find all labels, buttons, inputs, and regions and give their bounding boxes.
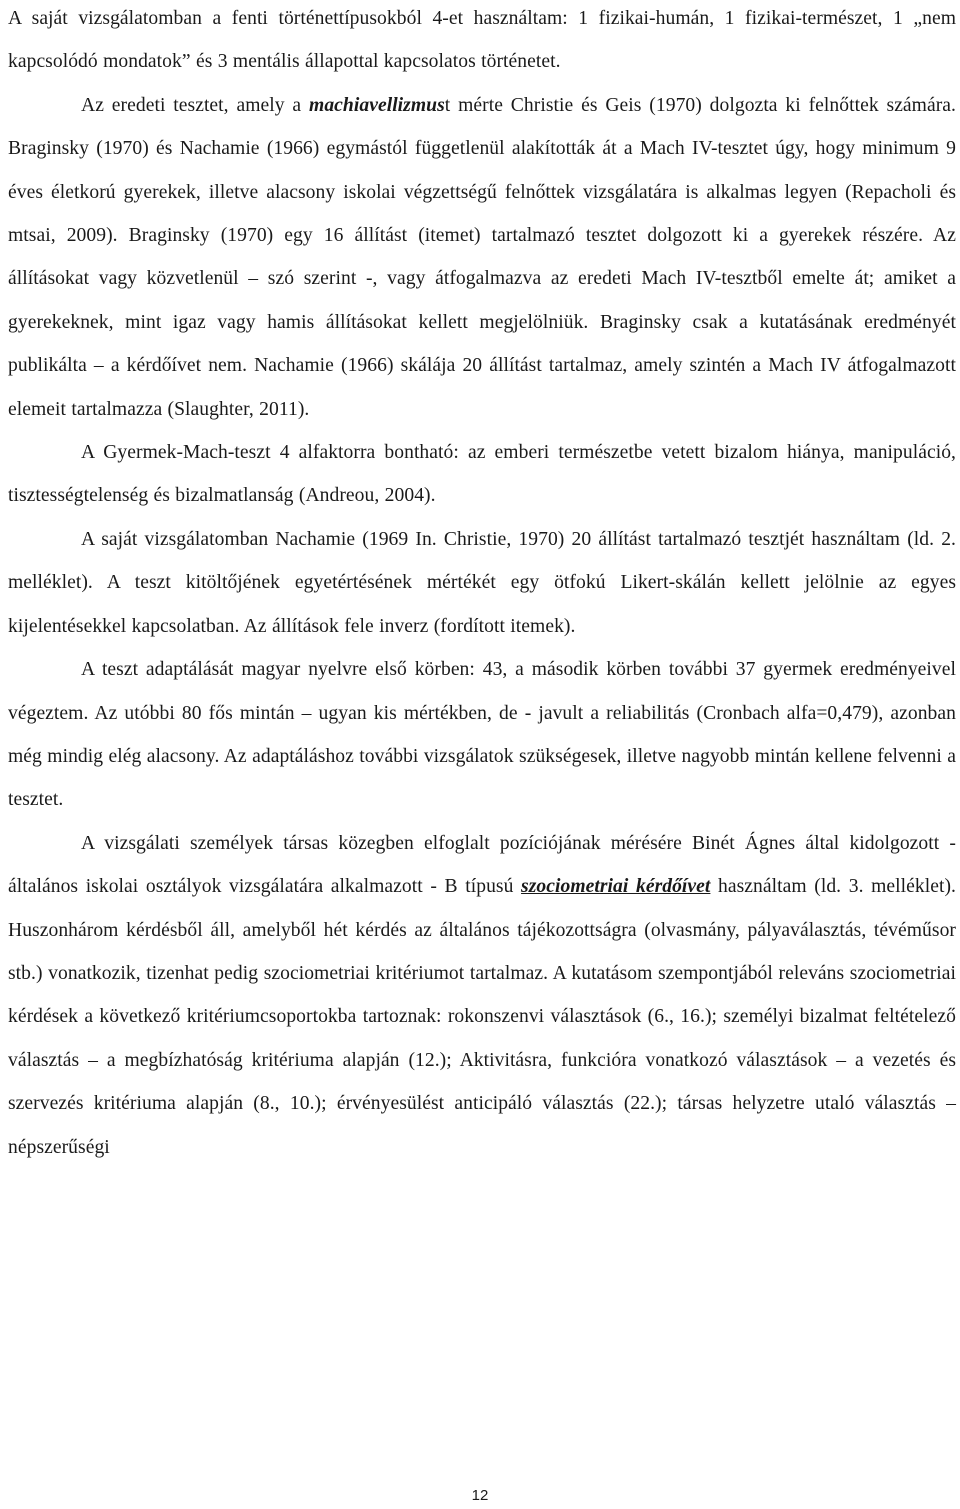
paragraph-text: A saját vizsgálatomban a fenti történettípusokból 4-et használtam: 1 fizikai-humán, 1 fizikai-természet, 1 „nem kapcsolódó mondatok” és 3 mentális állapottal kapcsolatos történetet. xyxy=(8,8,956,73)
page-number: 12 xyxy=(471,1487,489,1504)
paragraph-text: A teszt adaptálását magyar nyelvre első körben: 43, a második körben további 37 gyermek eredményeivel végeztem. Az utóbbi 80 fős mintán – ugyan kis mértékben, de - javult a reliabilitás (Cronbach alfa=0,479), azonban még mindig elég alacsony. Az adaptáláshoz további vizsgálatok szükségesek, illetve nagyobb mintán kellene felvenni a tesztet. xyxy=(8,659,956,811)
paragraph-sociometric xyxy=(8,822,956,1169)
paragraph-own-study xyxy=(8,518,956,648)
paragraph-text-after: használtam (ld. 3. melléklet). Huszonhárom kérdésből áll, amelyből hét kérdés az általános tájékozottságra (olvasmány, pályaválasztás, tévéműsor stb.) vonatkozik, tizenhat pedig szociometriai kritériumot tartalmaz. A kutatásom szempontjából releváns szociometriai kérdések a következő kritériumcsoportokba tartoznak: rokonszenvi választások (6., 16.); személyi bizalmat feltételező választás – a megbízhatóság kritériuma alapján (12.); Aktivitásra, funkcióra vonatkozó választások – a vezetés és szervezés kritériuma alapján (8., 10.); érvényesülést anticipáló választás (22.); társas helyzetre utaló választás – népszerűségi xyxy=(8,876,956,1158)
emphasis-szociometriai-kerdoiv: szociometriai kérdőívet xyxy=(521,876,711,898)
paragraph-text-before: A vizsgálati személyek társas közegben elfoglalt pozíciójának mérésére Binét Ágnes által kidolgozott - általános iskolai osztályok vizsgálatára alkalmazott - B típusú xyxy=(8,832,956,898)
paragraph-story-types xyxy=(8,0,956,84)
document-page xyxy=(8,0,956,1169)
emphasis-machiavellizmus: machiavellizmus xyxy=(309,94,445,116)
paragraph-text: A saját vizsgálatomban Nachamie (1969 In. Christie, 1970) 20 állítást tartalmazó tesztjét használtam (ld. 2. melléklet). A teszt kitöltőjének egyetértésének mértékét egy ötfokú Likert-skálán kellett jelölnie az egyes kijelentésekkel kapcsolatban. Az állítások fele inverz (fordított itemek). xyxy=(8,528,956,637)
paragraph-subfactors xyxy=(8,431,956,518)
paragraph-text-before: Az eredeti tesztet, amely a xyxy=(81,94,310,116)
paragraph-text-after: t mérte Christie és Geis (1970) dolgozta ki felnőttek számára. Braginsky (1970) és Nachamie (1966) egymástól függetlenül alakították át a Mach IV-tesztet úgy, hogy minimum 9 éves életkorú gyerekek, illetve alacsony iskolai végzettségű felnőttek vizsgálatára is alkalmas legyen (Repacholi és mtsai, 2009). Braginsky (1970) egy 16 állítást (itemet) tartalmazó tesztet dolgozott ki a gyerekek részére. Az állításokat vagy közvetlenül – szó szerint -, vagy átfogalmazva az eredeti Mach IV-tesztből emelte át; amiket a gyerekeknek, mint igaz vagy hamis állításokat kellett megjelölniük. Braginsky csak a kutatásának eredményét publikálta – a kérdőívet nem. Nachamie (1966) skálája 20 állítást tartalmaz, amely szintén a Mach IV átfogalmazott elemeit tartalmazza (Slaughter, 2011). xyxy=(8,94,956,420)
paragraph-mach-test-history xyxy=(8,84,956,431)
paragraph-adaptation xyxy=(8,648,956,822)
paragraph-text: A Gyermek-Mach-teszt 4 alfaktorra bontható: az emberi természetbe vetett bizalom hiánya, manipuláció, tisztességtelenség és bizalmatlanság (Andreou, 2004). xyxy=(8,442,956,507)
